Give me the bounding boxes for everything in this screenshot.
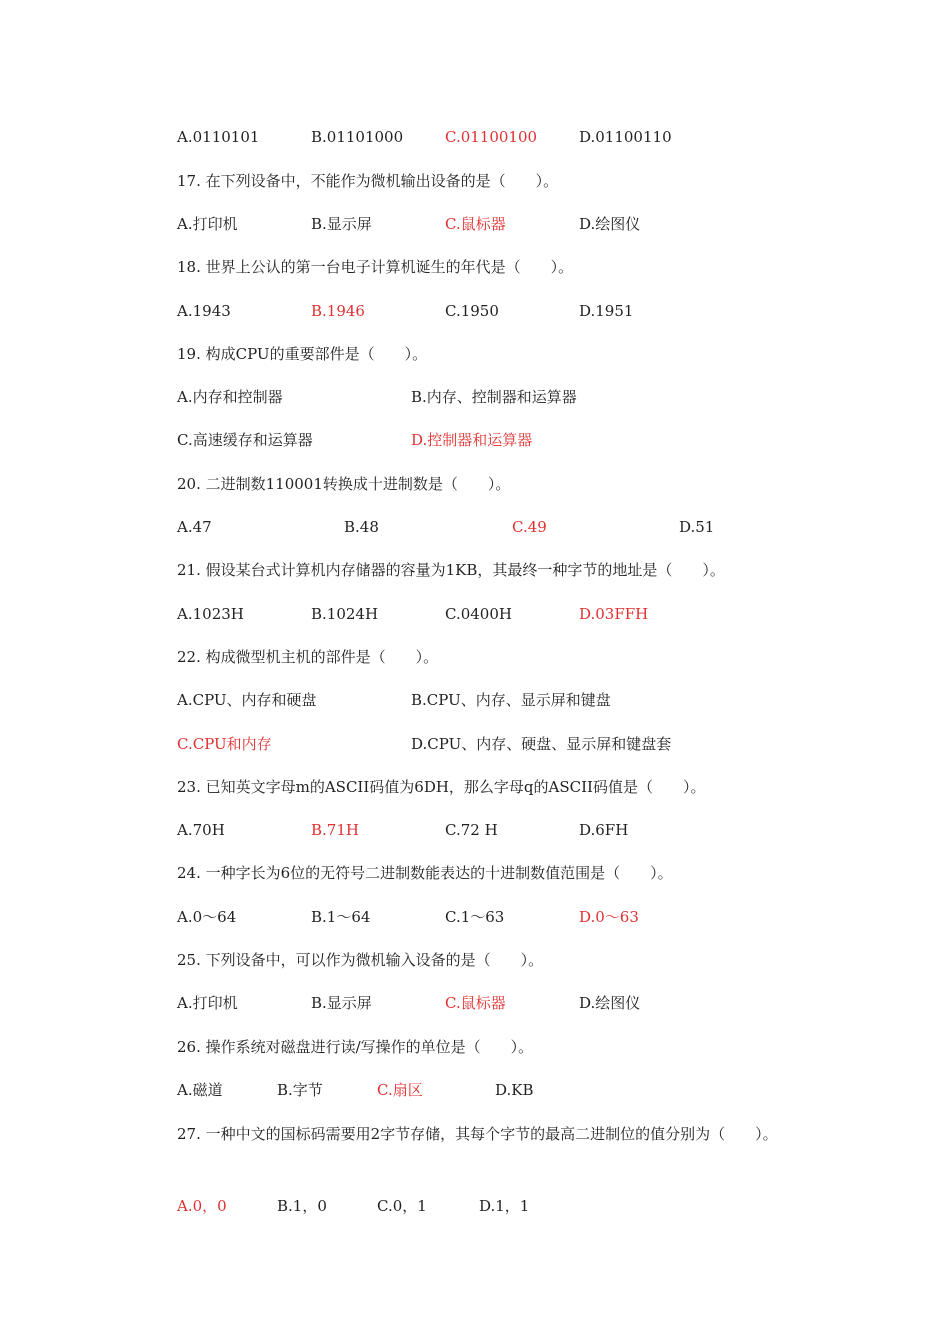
answer-option: C.高速缓存和运算器 — [177, 431, 313, 449]
answer-option: C.0400H — [445, 605, 512, 623]
question-text: 22. 构成微型机主机的部件是（ ）。 — [177, 648, 439, 666]
answer-option: D.CPU、内存、硬盘、显示屏和键盘套 — [411, 735, 672, 753]
answer-option: A.1943 — [177, 302, 231, 320]
answer-option: D.01100110 — [579, 128, 672, 146]
answer-option-correct: B.71H — [311, 821, 359, 839]
answer-option: D.1951 — [579, 302, 634, 320]
question-text: 27. 一种中文的国标码需要用2字节存储，其每个字节的最高二进制位的值分别为（ ）。 — [177, 1125, 778, 1143]
answer-option-correct: C.CPU和内存 — [177, 735, 272, 753]
answer-option-correct: B.1946 — [311, 302, 365, 320]
answer-option: A.0～64 — [177, 908, 237, 926]
answer-option: B.1024H — [311, 605, 379, 623]
answer-option-correct: C.鼠标器 — [445, 994, 506, 1012]
answer-option: B.显示屏 — [311, 215, 372, 233]
answer-option: B.1～64 — [311, 908, 371, 926]
question-text: 18. 世界上公认的第一台电子计算机诞生的年代是（ ）。 — [177, 258, 574, 276]
question-text: 17. 在下列设备中，不能作为微机输出设备的是（ ）。 — [177, 172, 559, 190]
answer-option: B.内存、控制器和运算器 — [411, 388, 577, 406]
answer-option: B.1，0 — [277, 1197, 327, 1215]
question-text: 19. 构成CPU的重要部件是（ ）。 — [177, 345, 428, 363]
answer-option: A.打印机 — [177, 215, 238, 233]
question-text: 21. 假设某台式计算机内存储器的容量为1KB，其最终一种字节的地址是（ ）。 — [177, 561, 725, 579]
question-text: 20. 二进制数110001转换成十进制数是（ ）。 — [177, 475, 511, 493]
answer-option: C.1950 — [445, 302, 499, 320]
answer-option-correct: D.03FFH — [579, 605, 649, 623]
answer-option: C.0，1 — [377, 1197, 427, 1215]
answer-option: B.48 — [344, 518, 379, 536]
question-text: 23. 已知英文字母m的ASCII码值为6DH，那么字母q的ASCII码值是（ ）。 — [177, 778, 706, 796]
answer-option: B.显示屏 — [311, 994, 372, 1012]
answer-option: D.KB — [495, 1081, 534, 1099]
answer-option-correct: D.0～63 — [579, 908, 639, 926]
answer-option-correct: A.0，0 — [177, 1197, 227, 1215]
answer-option: D.1，1 — [479, 1197, 530, 1215]
answer-option: A.磁道 — [177, 1081, 223, 1099]
answer-option-correct: C.01100100 — [445, 128, 538, 146]
answer-option: C.72 H — [445, 821, 498, 839]
question-text: 25. 下列设备中，可以作为微机输入设备的是（ ）。 — [177, 951, 544, 969]
answer-option-correct: C.鼠标器 — [445, 215, 506, 233]
answer-option: D.51 — [679, 518, 715, 536]
answer-option: A.47 — [177, 518, 212, 536]
answer-option: D.绘图仪 — [579, 994, 641, 1012]
answer-option: A.CPU、内存和硬盘 — [177, 691, 317, 709]
answer-option: A.1023H — [177, 605, 244, 623]
answer-option: B.CPU、内存、显示屏和键盘 — [411, 691, 611, 709]
answer-option: A.内存和控制器 — [177, 388, 283, 406]
answer-option: B.01101000 — [311, 128, 404, 146]
answer-option: A.70H — [177, 821, 225, 839]
answer-option-correct: C.扇区 — [377, 1081, 423, 1099]
question-text: 26. 操作系统对磁盘进行读/写操作的单位是（ ）。 — [177, 1038, 534, 1056]
answer-option: D.6FH — [579, 821, 629, 839]
question-text: 24. 一种字长为6位的无符号二进制数能表达的十进制数值范围是（ ）。 — [177, 864, 673, 882]
answer-option: B.字节 — [277, 1081, 323, 1099]
answer-option: A.0110101 — [177, 128, 260, 146]
answer-option: D.绘图仪 — [579, 215, 641, 233]
answer-option: C.1～63 — [445, 908, 505, 926]
answer-option-correct: C.49 — [512, 518, 547, 536]
answer-option-correct: D.控制器和运算器 — [411, 431, 533, 449]
answer-option: A.打印机 — [177, 994, 238, 1012]
